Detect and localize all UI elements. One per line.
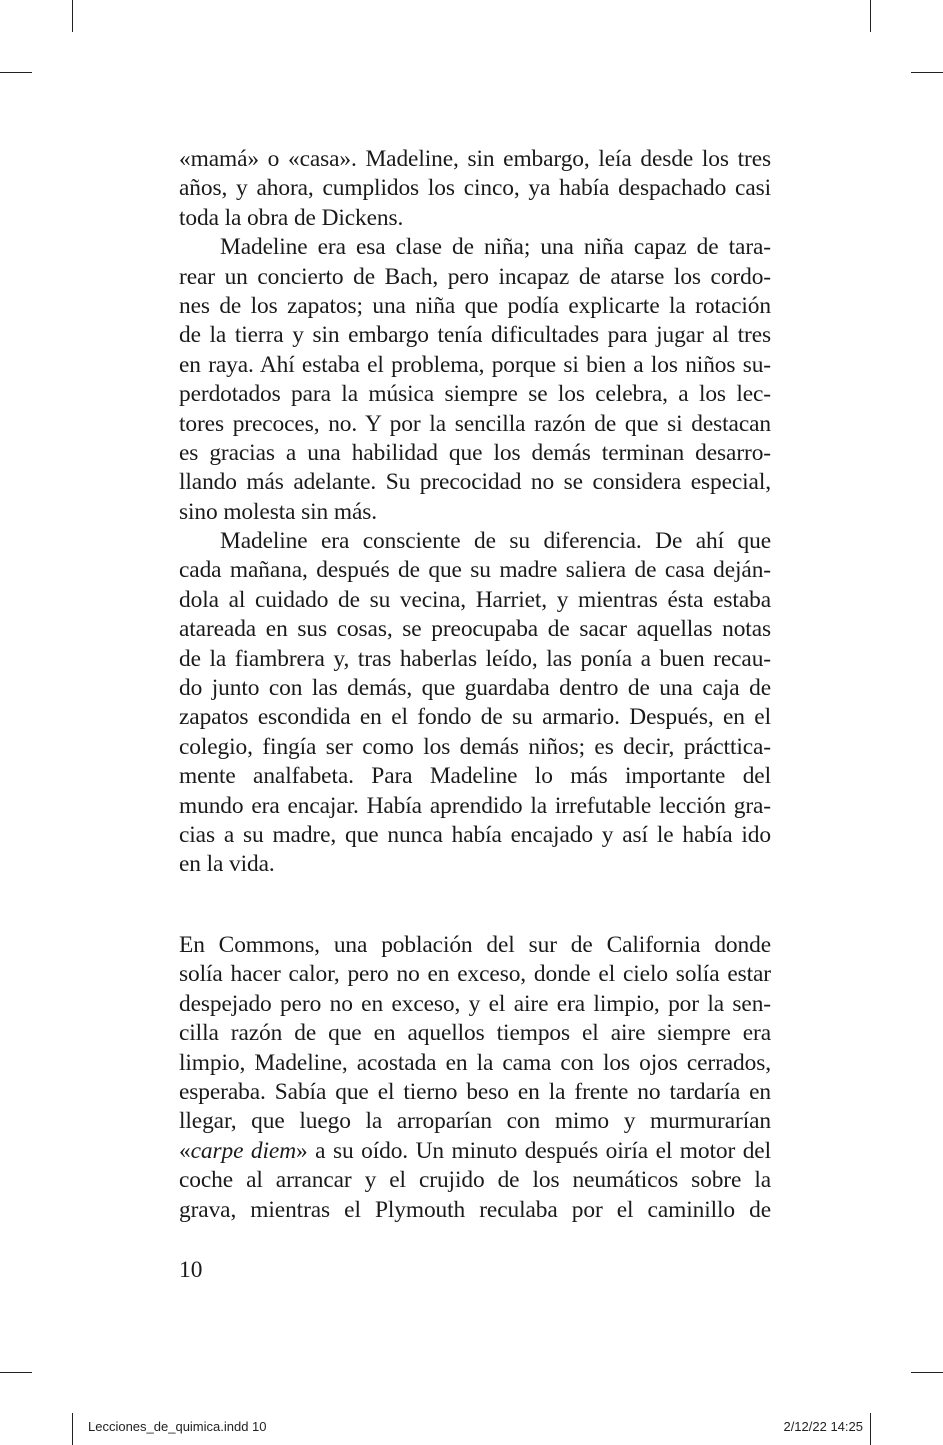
text-line: cilla razón de que en aquellos tiempos el aire siempre era bbox=[179, 1020, 771, 1047]
text-line: En Commons, una población del sur de California donde bbox=[179, 932, 771, 958]
page-number: 10 bbox=[179, 1257, 203, 1283]
text-line: mundo era encajar. Había aprendido la irrefutable lección gra- bbox=[179, 792, 771, 819]
text-line: esperaba. Sabía que el tierno beso en la frente no tardaría en bbox=[179, 1078, 771, 1105]
text-fragment: » a su oído. Un minuto después oiría el motor del bbox=[295, 1137, 771, 1164]
slug-filename: Lecciones_de_quimica.indd 10 bbox=[88, 1419, 267, 1434]
crop-mark-bottom-left bbox=[72, 1413, 73, 1445]
crop-mark-top-right bbox=[870, 0, 871, 32]
text-fragment: « bbox=[179, 1137, 191, 1164]
text-line: de la tierra y sin embargo tenía dificultades para jugar al tres bbox=[179, 322, 771, 349]
crop-mark-right-bottom bbox=[911, 1372, 943, 1373]
text-line: llegar, que luego la arroparían con mimo y murmurarían bbox=[179, 1108, 771, 1135]
text-line: despejado pero no en exceso, y el aire era limpio, por la sen- bbox=[179, 990, 771, 1017]
text-line: tores precoces, no. Y por la sencilla razón de que si destacan bbox=[179, 410, 771, 437]
crop-mark-top-left bbox=[72, 0, 73, 32]
text-line: rear un concierto de Bach, pero incapaz de atarse los cordo- bbox=[179, 263, 771, 290]
text-line: años, y ahora, cumplidos los cinco, ya había despachado casi bbox=[179, 175, 771, 202]
crop-mark-right-top bbox=[911, 72, 943, 73]
text-line-with-italic bbox=[179, 1137, 771, 1166]
italic-phrase: carpe diem bbox=[190, 1137, 296, 1164]
text-line: zapatos escondida en el fondo de su armario. Después, en el bbox=[179, 704, 771, 731]
text-line: Madeline era consciente de su diferencia. De ahí que bbox=[220, 528, 771, 555]
text-line: toda la obra de Dickens. bbox=[179, 204, 404, 231]
text-line: en la vida. bbox=[179, 851, 275, 878]
body-text-section-2 bbox=[179, 931, 771, 1225]
body-text-top bbox=[179, 145, 771, 880]
text-line: perdotados para la música siempre se los celebra, a los lec- bbox=[179, 381, 771, 408]
text-line: cias a su madre, que nunca había encajado y así le había ido bbox=[179, 821, 771, 848]
text-line: Madeline era esa clase de niña; una niña capaz de tara- bbox=[220, 234, 771, 261]
text-line: cada mañana, después de que su madre saliera de casa deján- bbox=[179, 557, 771, 584]
text-line: nes de los zapatos; una niña que podía explicarte la rotación bbox=[179, 292, 771, 319]
text-line: dola al cuidado de su vecina, Harriet, y mientras ésta estaba bbox=[179, 586, 771, 613]
text-line: sino molesta sin más. bbox=[179, 498, 378, 525]
text-line: mente analfabeta. Para Madeline lo más importante del bbox=[179, 763, 771, 790]
text-line: grava, mientras el Plymouth reculaba por el caminillo de bbox=[179, 1196, 771, 1223]
text-line: coche al arrancar y el crujido de los neumáticos sobre la bbox=[179, 1167, 771, 1194]
paragraph bbox=[179, 145, 771, 233]
text-line: de la fiambrera y, tras haberlas leído, las ponía a buen recau- bbox=[179, 645, 771, 672]
crop-mark-bottom-right bbox=[870, 1413, 871, 1445]
text-line: «mamá» o «casa». Madeline, sin embargo, leía desde los tres bbox=[179, 146, 771, 172]
crop-mark-left-top bbox=[0, 72, 32, 73]
text-line: es gracias a una habilidad que los demás terminan desarro- bbox=[179, 439, 771, 466]
text-line: colegio, fingía ser como los demás niños; es decir, prácttica- bbox=[179, 733, 771, 760]
paragraph bbox=[179, 233, 771, 527]
text-line: do junto con las demás, que guardaba dentro de una caja de bbox=[179, 675, 771, 702]
text-line: limpio, Madeline, acostada en la cama con los ojos cerrados, bbox=[179, 1049, 771, 1076]
text-line: solía hacer calor, pero no en exceso, donde el cielo solía estar bbox=[179, 961, 771, 988]
text-line: en raya. Ahí estaba el problema, porque si bien a los niños su- bbox=[179, 351, 771, 378]
slug-datetime: 2/12/22 14:25 bbox=[783, 1419, 863, 1434]
paragraph bbox=[179, 527, 771, 880]
crop-mark-left-bottom bbox=[0, 1372, 32, 1373]
text-line: atareada en sus cosas, se preocupaba de sacar aquellas notas bbox=[179, 616, 771, 643]
text-line: llando más adelante. Su precocidad no se considera especial, bbox=[179, 469, 771, 496]
